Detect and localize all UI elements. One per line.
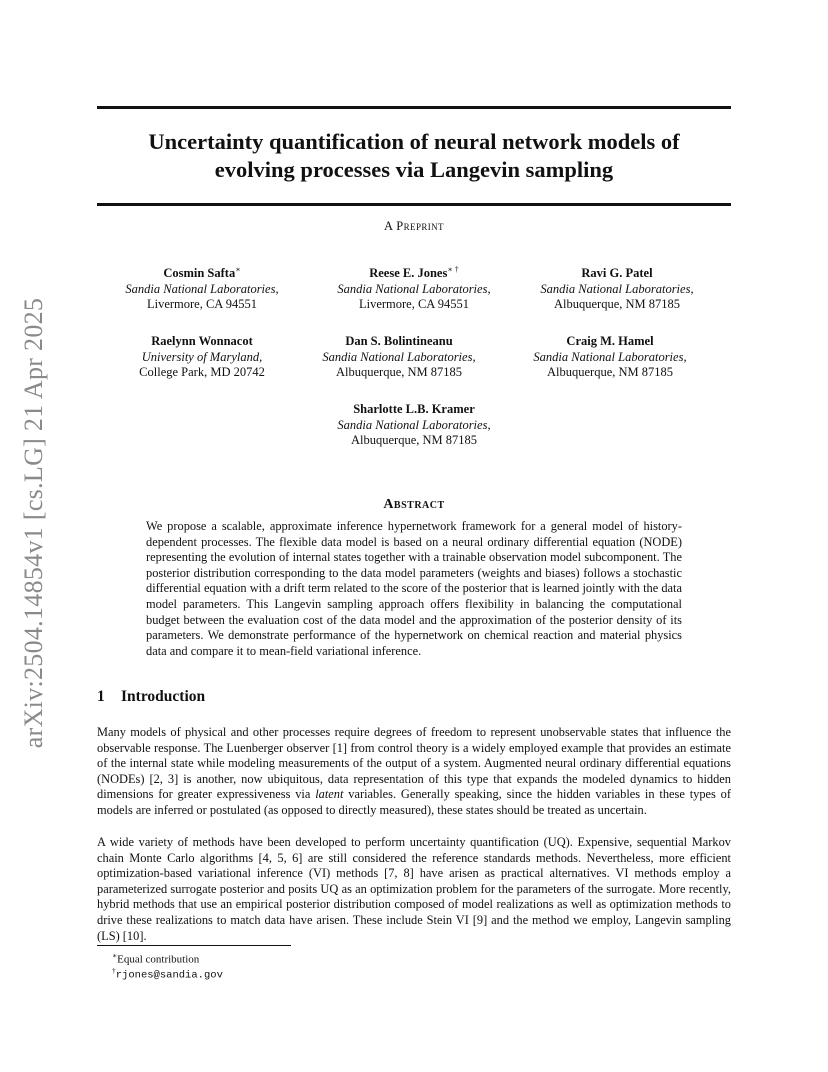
author-block: [505, 330, 715, 381]
author-location: Livermore, CA 94551: [146, 297, 258, 312]
author-block: [309, 398, 519, 449]
abstract-heading: Abstract: [383, 497, 445, 512]
section-heading: [97, 688, 205, 706]
title-line-2: evolving processes via Langevin sampling: [214, 157, 614, 182]
author-block: [97, 330, 307, 381]
author-block: [309, 262, 519, 313]
paper-title: [97, 128, 731, 184]
author-affiliation: University of Maryland,: [141, 349, 263, 364]
footnote-rule: [97, 945, 291, 946]
author-location: Livermore, CA 94551: [358, 297, 470, 312]
author-affiliation: Sandia National Laboratories,: [337, 417, 491, 432]
author-location: Albuquerque, NM 87185: [335, 365, 463, 380]
author-affiliation: Sandia National Laboratories,: [533, 349, 687, 364]
author-block: [294, 330, 504, 381]
author-name: Raelynn Wonnacot: [151, 334, 253, 349]
author-block: [97, 262, 307, 313]
section-title: Introduction: [121, 688, 206, 705]
arxiv-side-stamp: [14, 288, 54, 758]
abstract-text: We propose a scalable, approximate inference hypernetwork framework for a general model of history-dependent processes. The flexible data model is based on a neural ordinary differential equation (NODE) representing the evolution of internal states together with a trainable observation model subcomponent. The posterior distribution corresponding to the data model parameters (weights and biases) follows a stochastic differential equation with a drift term related to the score of the posterior that is learned jointly with the data model parameters. This Langevin sampling approach offers flexibility in balancing the computational budget between the evaluation cost of the data model and the approximation of the posterior density of its parameters. We demonstrate performance of the hypernetwork on chemical reaction and material physics data and compare it to mean-field variational inference.: [146, 519, 682, 658]
author-email[interactable]: rjones@sandia.gov: [115, 969, 223, 982]
title-top-rule: [97, 106, 731, 109]
author-affiliation: Sandia National Laboratories,: [322, 349, 476, 364]
emphasized-term: latent: [315, 787, 344, 802]
intro-paragraph-1: Many models of physical and other processes require degrees of freedom to represent unobservable states that influence the observable response. The Luenberger observer [1] from control theory is a widely employed example that provides an estimate of the internal state while modeling measurements of the output of a system. Augmented neural ordinary differential equations (NODEs) [2, 3] is another, now ubiquitous, data representation of this type that expands the modeled dynamics to hidden dimensions for greater expressiveness via latent variables. Generally speaking, since the hidden variables in these types of models are inferred or postulated (as opposed to directly measured), these states should be treated as uncertain.: [97, 725, 731, 817]
preprint-label: A Preprint: [384, 219, 444, 233]
author-name: Cosmin Safta∗: [163, 265, 241, 281]
author-name: Reese E. Jones∗ †: [369, 265, 459, 281]
author-location: Albuquerque, NM 87185: [546, 365, 674, 380]
author-location: Albuquerque, NM 87185: [553, 297, 681, 312]
intro-paragraph-2: A wide variety of methods have been developed to perform uncertainty quantification (UQ). Expensive, sequential Markov chain Monte Carlo algorithms [4, 5, 6] are still considered the reference standards methods. Nevertheless, more efficient optimization-based variational inference (VI) methods [7, 8] have arisen as practical alternatives. VI methods employ a parameterized surrogate posterior and posits UQ as an optimization problem for the parameters of the surrogate. More recently, hybrid methods that use an empirical posterior distribution composed of model realizations as well as optimization methods to drive these realizations to match data have arisen. These include Stein VI [9] and the method we employ, Langevin sampling (LS) [10].: [97, 835, 731, 943]
author-affiliation: Sandia National Laboratories,: [125, 281, 279, 296]
author-affiliation: Sandia National Laboratories,: [540, 281, 694, 296]
author-location: College Park, MD 20742: [139, 365, 265, 380]
author-location: Albuquerque, NM 87185: [350, 433, 478, 448]
author-name: Ravi G. Patel: [581, 266, 653, 281]
author-name: Craig M. Hamel: [566, 334, 654, 349]
footnote-email: †rjones@sandia.gov: [112, 966, 223, 982]
section-number: 1: [97, 688, 105, 705]
author-affiliation: Sandia National Laboratories,: [337, 281, 491, 296]
author-block: [512, 262, 722, 313]
arxiv-identifier: arXiv:2504.14854v1 [cs.LG] 21 Apr 2025: [19, 297, 48, 749]
author-name: Sharlotte L.B. Kramer: [353, 402, 475, 417]
title-line-1: Uncertainty quantification of neural network models of: [148, 129, 680, 154]
title-bottom-rule: [97, 203, 731, 206]
author-name: Dan S. Bolintineanu: [345, 334, 453, 349]
footnote-equal-contribution: ∗Equal contribution: [112, 951, 200, 966]
